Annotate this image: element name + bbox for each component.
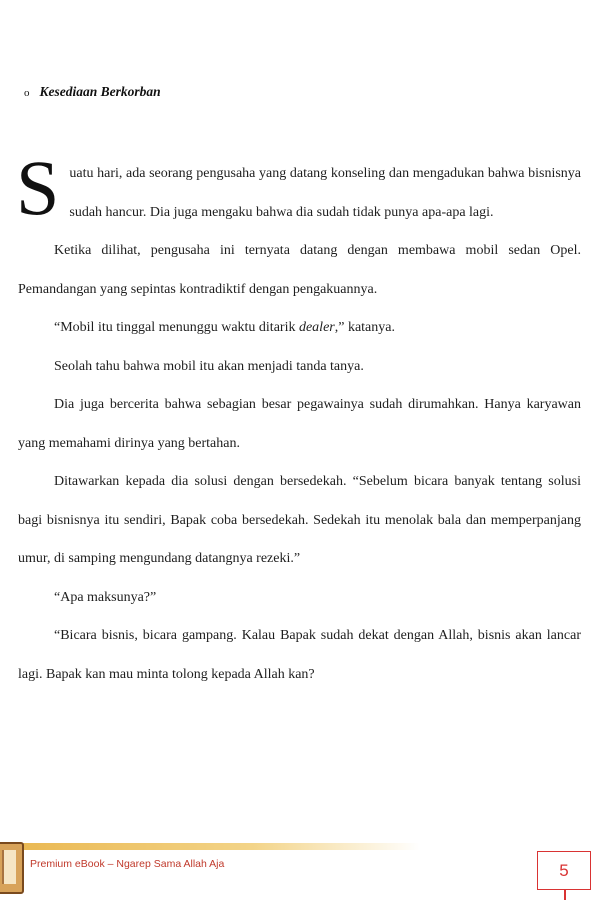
book-icon [0, 842, 24, 894]
page-tick [564, 889, 566, 900]
paragraph-4: Seolah tahu bahwa mobil itu akan menjadi tanda tanya. [54, 358, 364, 374]
section-heading [24, 84, 161, 100]
paragraph-1-text: uatu hari, ada seorang pengusaha yang datang konseling dan mengadukan bahwa bisnisnya sudah hancur. Dia juga mengaku bahwa dia sudah tidak punya apa-apa lagi. [69, 166, 581, 220]
drop-cap: S [16, 144, 60, 231]
footer-title: Premium eBook – Ngarep Sama Allah Aja [30, 858, 225, 870]
paragraph-1 [16, 144, 581, 232]
paragraph-2: Ketika dilihat, pengusaha ini ternyata datang dengan membawa mobil sedan Opel. Pemandangan yang sepintas kontradiktif dengan pengakuannya. [18, 243, 581, 297]
paragraph-5: Dia juga bercerita bahwa sebagian besar pegawainya sudah dirumahkan. Hanya karyawan yang memahami dirinya yang bertahan. [18, 397, 581, 451]
paragraph-6: Ditawarkan kepada dia solusi dengan bersedekah. “Sebelum bicara banyak tentang solusi bagi bisnisnya itu sendiri, Bapak coba bersedekah. Sedekah itu menolak bala dan memperpanjang umur, di samping mengundang datangnya rezeki.” [18, 474, 581, 566]
paragraph-3 [18, 309, 581, 348]
footer-bar [0, 843, 420, 850]
body-text [16, 144, 581, 694]
paragraph-3-italic: dealer [298, 320, 335, 335]
paragraph-3-after: ,” katanya. [334, 320, 395, 335]
paragraph-7: “Apa maksunya?” [54, 589, 157, 605]
paragraph-3-before: “Mobil itu tinggal menunggu waktu ditarik [54, 320, 299, 335]
bullet-icon: o [24, 87, 30, 99]
page-number-box [537, 851, 591, 890]
paragraph-8: “Bicara bisnis, bicara gampang. Kalau Bapak sudah dekat dengan Allah, bisnis akan lancar lagi. Bapak kan mau minta tolong kepada Allah kan? [18, 628, 581, 682]
section-heading-text: Kesediaan Berkorban [39, 84, 161, 99]
page-number: 5 [559, 860, 569, 880]
